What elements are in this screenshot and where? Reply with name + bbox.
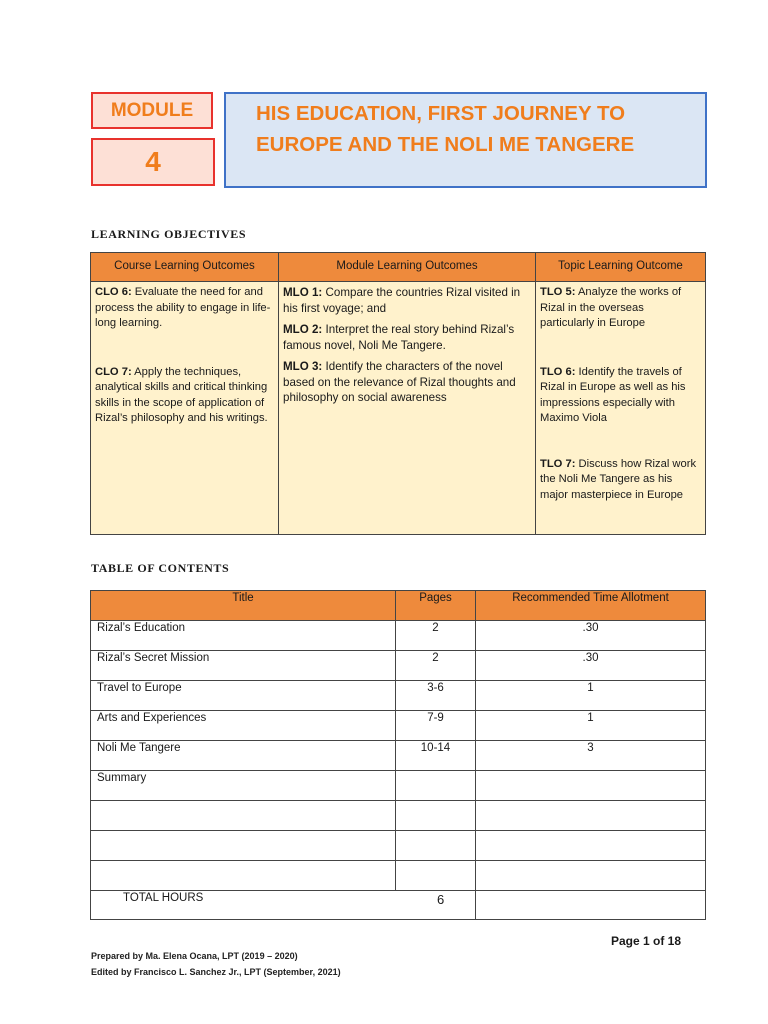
edited-by: Edited by Francisco L. Sanchez Jr., LPT (September, 2021): [91, 967, 341, 977]
table-row: Rizal’s Education 2 .30: [91, 621, 706, 651]
table-row: Noli Me Tangere 10-14 3: [91, 741, 706, 771]
objectives-body-row: [91, 282, 706, 535]
table-row: Travel to Europe 3-6 1: [91, 681, 706, 711]
module-number-box: [91, 138, 215, 186]
objectives-header-row: [91, 253, 706, 282]
mlo-item: MLO 2: Interpret the real story behind Rizal’s famous novel, Noli Me Tangere.: [283, 323, 515, 352]
clo-item: CLO 6: Evaluate the need for and process the ability to engage in life-long learning.: [95, 286, 271, 329]
total-hours-row: [91, 891, 706, 920]
tlo-item: TLO 6: Identify the travels of Rizal in Europe as well as his impressions especially with Maximo Viola: [540, 365, 686, 424]
table-row: [91, 801, 706, 831]
tlo-item: TLO 7: Discuss how Rizal work the Noli Me Tangere as his major masterpiece in Europe: [540, 457, 697, 501]
learning-objectives-table: [90, 252, 706, 535]
module-label-box: [91, 92, 213, 129]
table-row: Arts and Experiences 7-9 1: [91, 711, 706, 741]
total-hours-cell: [91, 891, 476, 920]
column-header-mlo: Module Learning Outcomes: [279, 253, 536, 282]
module-label: MODULE: [110, 99, 194, 121]
column-header-time: Recommended Time Allotment: [476, 591, 706, 621]
module-title-box: [224, 92, 707, 188]
learning-objectives-heading: LEARNING OBJECTIVES: [91, 227, 247, 241]
clo-item: CLO 7: Apply the techniques, analytical skills and critical thinking skills in the scope of application of Rizal’s philosophy and his writings.: [95, 365, 268, 424]
mlo-item: MLO 3: Identify the characters of the novel based on the relevance of Rizal thoughts and philosophy on social awareness: [283, 360, 516, 404]
total-hours-value: 6: [437, 892, 445, 907]
column-header-title: Title: [91, 591, 396, 621]
table-row: Rizal’s Secret Mission 2 .30: [91, 651, 706, 681]
column-header-pages: Pages: [396, 591, 476, 621]
table-of-contents: [90, 590, 706, 920]
mlo-item: MLO 1: Compare the countries Rizal visited in his first voyage; and: [283, 286, 521, 315]
page-number: Page 1 of 18: [611, 934, 682, 948]
column-header-clo: Course Learning Outcomes: [91, 253, 279, 282]
tlo-item: TLO 5: Analyze the works of Rizal in the overseas particularly in Europe: [540, 286, 682, 329]
total-hours-label: TOTAL HOURS: [123, 892, 204, 904]
prepared-by: Prepared by Ma. Elena Ocana, LPT (2019 – 2020): [91, 951, 298, 961]
mlo-cell: [279, 282, 536, 535]
column-header-tlo: Topic Learning Outcome: [536, 253, 706, 282]
table-row: [91, 831, 706, 861]
table-row: Summary: [91, 771, 706, 801]
table-row: [91, 861, 706, 891]
module-number: 4: [145, 146, 161, 177]
module-title: HIS EDUCATION, FIRST JOURNEY TO EUROPE AND THE NOLI ME TANGERE: [256, 102, 635, 156]
table-of-contents-heading: TABLE OF CONTENTS: [91, 561, 230, 575]
toc-header-row: [91, 591, 706, 621]
clo-cell: [91, 282, 279, 535]
tlo-cell: [536, 282, 706, 535]
